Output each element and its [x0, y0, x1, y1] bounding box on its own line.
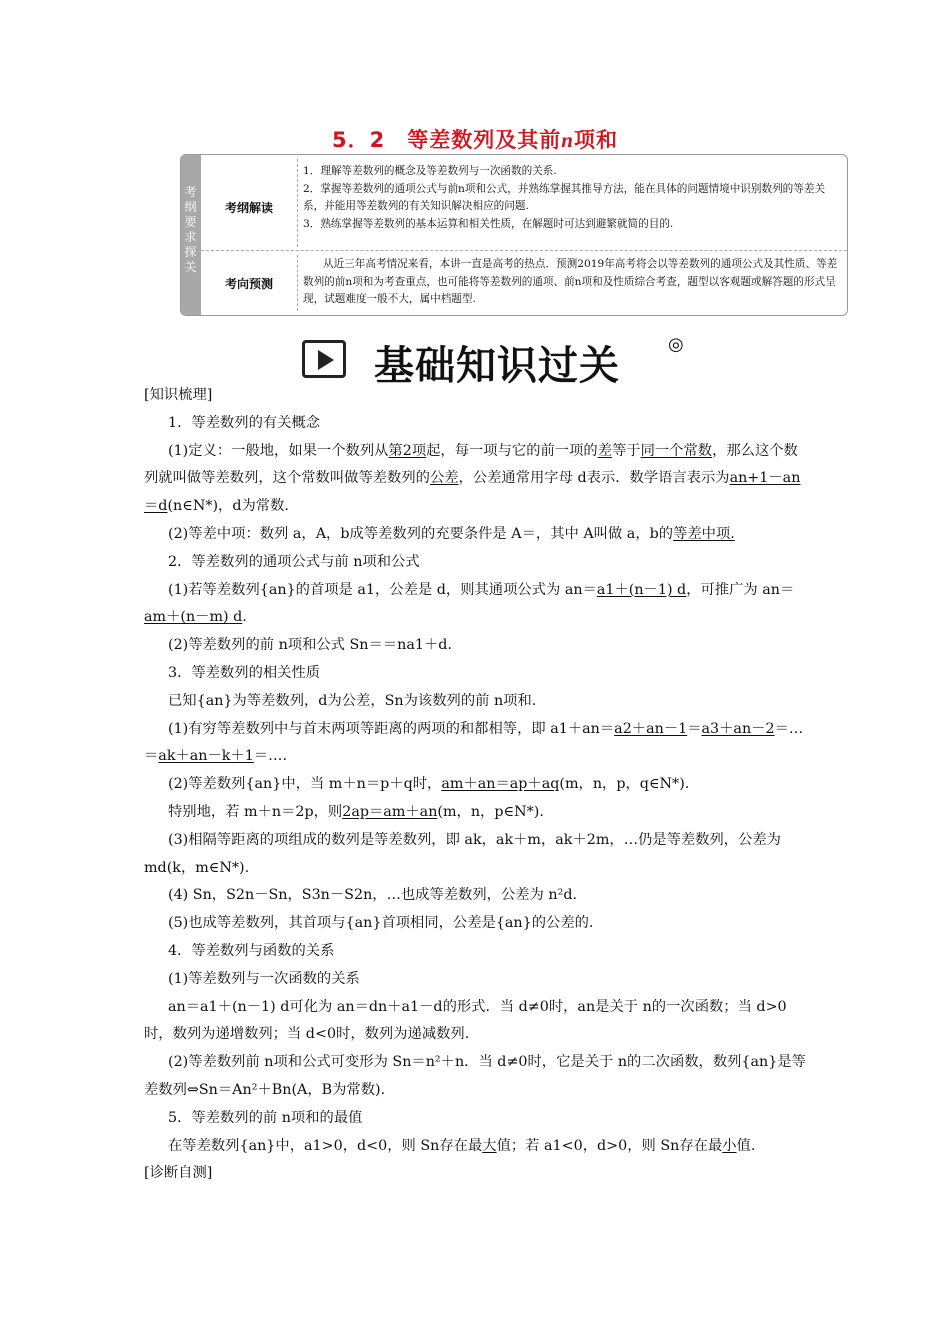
- paragraph-property-4: (4) Sn，S2n－Sn，S3n－S2n，…也成等差数列，公差为 n²d.: [168, 887, 578, 904]
- paragraph-property-3: (3)相隔等距离的项组成的数列是等差数列，即 ak，ak＋m，ak＋2m，…仍是等差数列，公差为 md(k，m∈N*).: [144, 831, 781, 876]
- subheading-diagnosis: [诊断自测]: [144, 1165, 213, 1182]
- heading-1: 1．等差数列的有关概念: [168, 414, 321, 431]
- paragraph-linear-detail: an＝a1＋(n－1) d可化为 an＝dn＋a1－d的形式．当 d≠0时，an是关于 n的一次函数；当 d>0时，数列为递增数列；当 d<0时，数列为递减数列.: [144, 998, 787, 1043]
- paragraph-definition: (1)定义：一般地，如果一个数列从第2项起，每一项与它的前一项的差等于同一个常数，那么这个数列就叫做等差数列，这个常数叫做等差数列的公差，公差通常用字母 d表示．数学语言表示为an+1－an＝d(n∈N*)，d为常数.: [144, 442, 801, 515]
- paragraph-linear-function: (1)等差数列与一次函数的关系: [168, 970, 360, 987]
- paragraph-sum-formula: (2)等差数列的前 n项和公式 Sn＝＝na1＋d.: [168, 637, 452, 654]
- play-icon: [302, 340, 346, 378]
- row-label-syllabus: 考纲解读: [224, 201, 273, 215]
- page-title: 5．2 等差数列及其前n项和: [332, 128, 618, 152]
- heading-3: 3．等差数列的相关性质: [168, 664, 321, 681]
- heading-2: 2．等差数列的通项公式与前 n项和公式: [168, 553, 420, 570]
- subheading-knowledge: [知识梳理]: [144, 387, 213, 403]
- paragraph-property-5: (5)也成等差数列，其首项与{an}首项相同，公差是{an}的公差的.: [168, 915, 594, 932]
- paragraph-quadratic: (2)等差数列前 n项和公式可变形为 Sn＝n²＋n．当 d≠0时，它是关于 n的二次函数，数列{an}是等差数列⇔Sn＝An²＋Bn(A，B为常数).: [144, 1054, 806, 1098]
- row-text-syllabus: 1．理解等差数列的概念及等差数列与一次函数的关系. 2．掌握等差数列的通项公式与前n项和公式，并熟练掌握其推导方法，能在具体的问题情境中识别数列的等差关系，并能用等差数列的有关知识解决相应的问题. 3．熟练掌握等差数列的基本运算和相关性质，在解题时可达到避繁就简的目的.: [303, 165, 826, 230]
- paragraph-general-term: (1)若等差数列{an}的首项是 a1，公差是 d，则其通项公式为 an＝a1＋(n－1) d，可推广为 an＝am＋(n－m) d.: [144, 581, 795, 626]
- gear-icon: ◎: [668, 334, 684, 355]
- paragraph-given: 已知{an}为等差数列，d为公差，Sn为该数列的前 n项和.: [168, 692, 537, 709]
- syllabus-table: [180, 154, 848, 316]
- paragraph-property-1: (1)有穷等差数列中与首末两项等距离的两项的和都相等，即 a1＋an＝a2＋an－1＝a3＋an－2＝…＝ak＋an－k＋1＝….: [144, 720, 804, 765]
- row-label-forecast: 考向预测: [224, 277, 273, 291]
- heading-5: 5．等差数列的前 n项和的最值: [168, 1109, 363, 1126]
- row-text-forecast: 从近三年高考情况来看，本讲一直是高考的热点．预测2019年高考将会以等差数列的通项公式及其性质、等差数列的前n项和为考查重点，也可能将等差数列的通项、前n项和及性质综合考查，题型以客观题或解答题的形式呈现，试题难度一般不大，属中档题型.: [303, 258, 838, 305]
- section-banner: 基础知识过关 ◎: [302, 334, 688, 384]
- paragraph-extremum: 在等差数列{an}中，a1>0，d<0，则 Sn存在最大值；若 a1<0，d>0，则 Sn存在最小值.: [168, 1137, 756, 1154]
- table-side-label: 考纲要求探关: [181, 155, 201, 315]
- main-content: [144, 382, 808, 1188]
- heading-4: 4．等差数列与函数的关系: [168, 942, 335, 959]
- paragraph-special-case: 特别地，若 m＋n＝2p，则2ap＝am＋an(m，n，p∈N*).: [168, 803, 544, 820]
- paragraph-property-2: (2)等差数列{an}中，当 m＋n＝p＋q时，am＋an＝ap＋aq(m，n，p，q∈N*).: [168, 776, 690, 793]
- paragraph-middle-term: (2)等差中项：数列 a，A，b成等差数列的充要条件是 A＝，其中 A叫做 a，b的等差中项.: [168, 525, 735, 542]
